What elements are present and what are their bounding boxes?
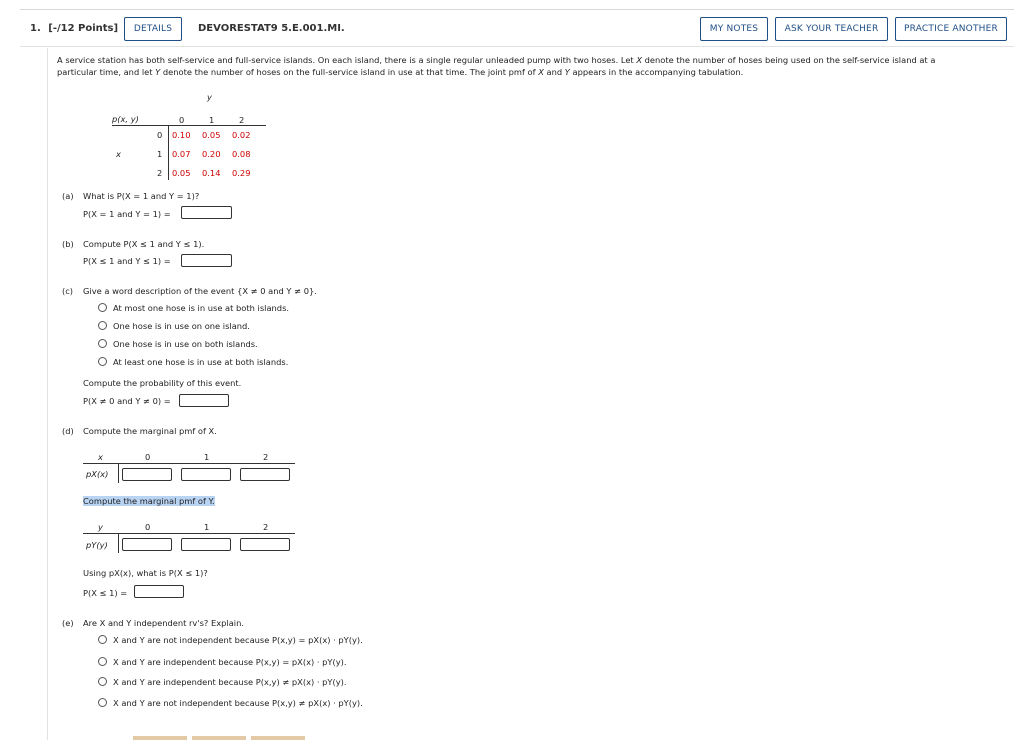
table-cell: 0.08 (232, 149, 251, 159)
part-d-prompt: Compute the marginal pmf of X. (83, 426, 217, 436)
table-y-label: y (207, 92, 212, 102)
table-cell: 0.14 (202, 168, 221, 178)
problem-statement (57, 54, 1002, 78)
table-cell: 0.10 (172, 130, 191, 140)
marginal-y-col-header: 0 (145, 522, 151, 532)
table-row-header: 1 (157, 149, 163, 159)
table-row-rule (168, 125, 169, 180)
table-x-label: x (116, 149, 121, 159)
part-c-lhs: P(X ≠ 0 and Y ≠ 0) = (83, 396, 171, 406)
part-e-label: (e) (62, 618, 74, 628)
table-cell: 0.29 (232, 168, 251, 178)
marginal-y-input-2[interactable] (240, 538, 290, 551)
practice-another-button[interactable]: PRACTICE ANOTHER (895, 17, 1007, 41)
marginal-y-prompt: Compute the marginal pmf of Y. (83, 496, 215, 506)
part-e-option-text: X and Y are not independent because P(x,y) = pX(x) · pY(y). (113, 635, 363, 645)
marginal-x-rule (83, 463, 295, 464)
part-b-label: (b) (62, 239, 74, 249)
part-e-option-radio[interactable] (98, 635, 107, 644)
table-cell: 0.05 (172, 168, 191, 178)
problem-text-6: appears in the accompanying tabulation. (569, 67, 744, 77)
marginal-y-var: y (98, 522, 103, 532)
part-d-using-text: Using pX(x), what is P(X ≤ 1)? (83, 568, 208, 578)
problem-text-1: A service station has both self-service and full-service islands. On each island, there is a single regular unleaded pump with two hoses. Let (57, 55, 637, 65)
table-col-header: 0 (179, 115, 185, 125)
marginal-x-input-2[interactable] (240, 468, 290, 481)
details-button[interactable]: DETAILS (124, 17, 182, 41)
table-header-rule (112, 125, 266, 126)
part-e-prompt: Are X and Y independent rv's? Explain. (83, 618, 244, 628)
part-c-option-text: At most one hose is in use at both islands. (113, 303, 290, 313)
marginal-x-px-label: pX(x) (86, 469, 109, 479)
table-col-header: 2 (239, 115, 245, 125)
marginal-x-var: x (98, 452, 103, 462)
part-c-label: (c) (62, 286, 74, 296)
part-c-option-radio[interactable] (98, 339, 107, 348)
question-number: 1. (30, 23, 41, 34)
marginal-x-vrule (118, 463, 119, 483)
part-b-answer-input[interactable] (181, 254, 232, 267)
problem-text-5: and (543, 67, 565, 77)
table-cell: 0.07 (172, 149, 191, 159)
part-e-option-radio[interactable] (98, 677, 107, 686)
bottom-button-partial[interactable] (133, 736, 187, 740)
part-c-option-radio[interactable] (98, 303, 107, 312)
problem-text-3: particular time, and let (57, 67, 156, 77)
marginal-y-input-1[interactable] (181, 538, 231, 551)
table-cell: 0.02 (232, 130, 251, 140)
part-e-option-radio[interactable] (98, 657, 107, 666)
table-col-header: 1 (209, 115, 215, 125)
part-e-option-text: X and Y are not independent because P(x,y) ≠ pX(x) · pY(y). (113, 698, 363, 708)
table-pxy-label: p(x, y) (112, 114, 139, 124)
part-e-option-text: X and Y are independent because P(x,y) ≠ pX(x) · pY(y). (113, 677, 347, 687)
part-e-option-text: X and Y are independent because P(x,y) = pX(x) · pY(y). (113, 657, 347, 667)
var-y: Y (564, 67, 570, 77)
table-row-header: 2 (157, 168, 163, 178)
question-points: [-/12 Points] (48, 23, 119, 34)
marginal-y-rule (83, 533, 295, 534)
part-c-option-text: One hose is in use on one island. (113, 321, 250, 331)
bottom-button-partial[interactable] (251, 736, 305, 740)
ask-teacher-button[interactable]: ASK YOUR TEACHER (775, 17, 888, 41)
marginal-x-col-header: 1 (204, 452, 210, 462)
part-b-lhs: P(X ≤ 1 and Y ≤ 1) = (83, 256, 171, 266)
part-d-answer-input[interactable] (134, 585, 184, 598)
part-c-prompt: Give a word description of the event {X ≠ 0 and Y ≠ 0}. (83, 286, 317, 296)
var-y: Y (155, 67, 161, 77)
marginal-x-col-header: 2 (263, 452, 269, 462)
content-left-border (47, 48, 48, 740)
marginal-x-input-1[interactable] (181, 468, 231, 481)
my-notes-button[interactable]: MY NOTES (700, 17, 768, 41)
header-divider (20, 9, 1014, 10)
part-a-lhs: P(X = 1 and Y = 1) = (83, 209, 171, 219)
var-x: X (636, 55, 642, 65)
marginal-y-col-header: 1 (204, 522, 210, 532)
part-c-option-text: At least one hose is in use at both islands. (113, 357, 289, 367)
part-a-prompt: What is P(X = 1 and Y = 1)? (83, 191, 200, 201)
part-a-label: (a) (62, 191, 74, 201)
table-cell: 0.05 (202, 130, 221, 140)
part-b-prompt: Compute P(X ≤ 1 and Y ≤ 1). (83, 239, 205, 249)
content-divider (20, 46, 1014, 47)
part-c-option-text: One hose is in use on both islands. (113, 339, 258, 349)
question-header (30, 23, 118, 34)
marginal-y-col-header: 2 (263, 522, 269, 532)
marginal-x-col-header: 0 (145, 452, 151, 462)
part-d-label: (d) (62, 426, 74, 436)
part-d-lhs: P(X ≤ 1) = (83, 588, 128, 598)
marginal-y-input-0[interactable] (122, 538, 172, 551)
part-c-option-radio[interactable] (98, 357, 107, 366)
problem-text-2: denote the number of hoses being used on the self-service island at a (642, 55, 936, 65)
assignment-id: DEVORESTAT9 5.E.001.MI. (198, 23, 345, 34)
table-row-header: 0 (157, 130, 163, 140)
marginal-x-input-0[interactable] (122, 468, 172, 481)
problem-text-4: denote the number of hoses on the full-service island in use at that time. The joint pmf of (160, 67, 539, 77)
table-cell: 0.20 (202, 149, 221, 159)
bottom-button-partial[interactable] (192, 736, 246, 740)
marginal-y-vrule (118, 533, 119, 553)
var-x: X (538, 67, 544, 77)
part-a-answer-input[interactable] (181, 206, 232, 219)
part-c-answer-input[interactable] (179, 394, 229, 407)
part-c-option-radio[interactable] (98, 321, 107, 330)
part-e-option-radio[interactable] (98, 698, 107, 707)
part-c-compute-text: Compute the probability of this event. (83, 378, 242, 388)
marginal-y-py-label: pY(y) (86, 540, 108, 550)
